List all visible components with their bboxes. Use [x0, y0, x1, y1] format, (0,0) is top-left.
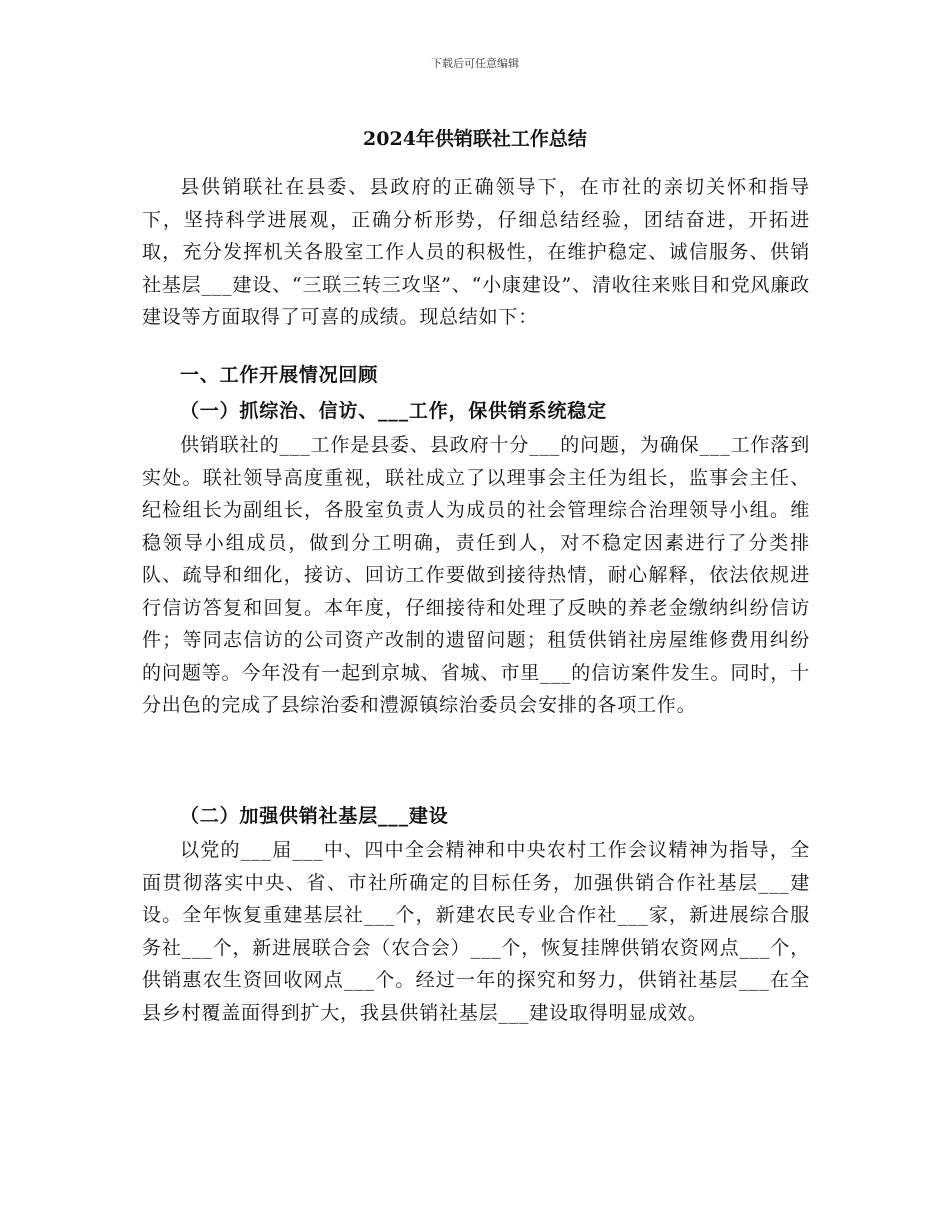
intro-paragraph: 县供销联社在县委、县政府的正确领导下，在市社的亲切关怀和指导下，坚持科学进展观，正确分析形势，仔细总结经验，团结奋进，开拓进取，充分发挥机关各股室工作人员的积极性，在维护稳定、诚信服务、供销社基层___建设、“三联三转三攻坚”、“小康建设”、清收往来账目和党风廉政建设等方面取得了可喜的成绩。现总结如下：	[142, 176, 810, 328]
subsection-2-paragraph: 以党的___届___中、四中全会精神和中央农村工作会议精神为指导，全面贯彻落实中央、省、市社所确定的目标任务，加强供销合作社基层___建设。全年恢复重建基层社___个，新建农民专业合作社___家，新进展综合服务社___个，新进展联合会（农合会）___个，恢复挂牌供销农资网点___个，供销惠农生资回收网点___个。经过一年的探究和努力，供销社基层___在全县乡村覆盖面得到扩大，我县供销社基层___建设取得明显成效。	[142, 839, 810, 1024]
subsection-heading-1: （一）抓综治、信访、___工作，保供销系统稳定	[180, 400, 607, 422]
header-note: 下载后可任意编辑	[431, 57, 519, 70]
subsection-1-paragraph: 供销联社的___工作是县委、县政府十分___的问题，为确保___工作落到实处。联社领导高度重视，联社成立了以理事会主任为组长，监事会主任、纪检组长为副组长，各股室负责人为成员的社会管理综合治理领导小组。维稳领导小组成员，做到分工明确，责任到人，对不稳定因素进行了分类排队、疏导和细化，接访、回访工作要做到接待热情，耐心解释，依法依规进行信访答复和回复。本年度，仔细接待和处理了反映的养老金缴纳纠纷信访件；等同志信访的公司资产改制的遗留问题；租赁供销社房屋维修费用纠纷的问题等。今年没有一起到京城、省城、市里___的信访案件发生。同时，十分出色的完成了县综治委和澧源镇综治委员会安排的各项工作。	[142, 434, 810, 716]
subsection-heading-2: （二）加强供销社基层___建设	[180, 805, 449, 827]
page-title: 2024年供销联社工作总结	[363, 128, 587, 150]
section-heading-1: 一、工作开展情况回顾	[180, 364, 379, 386]
